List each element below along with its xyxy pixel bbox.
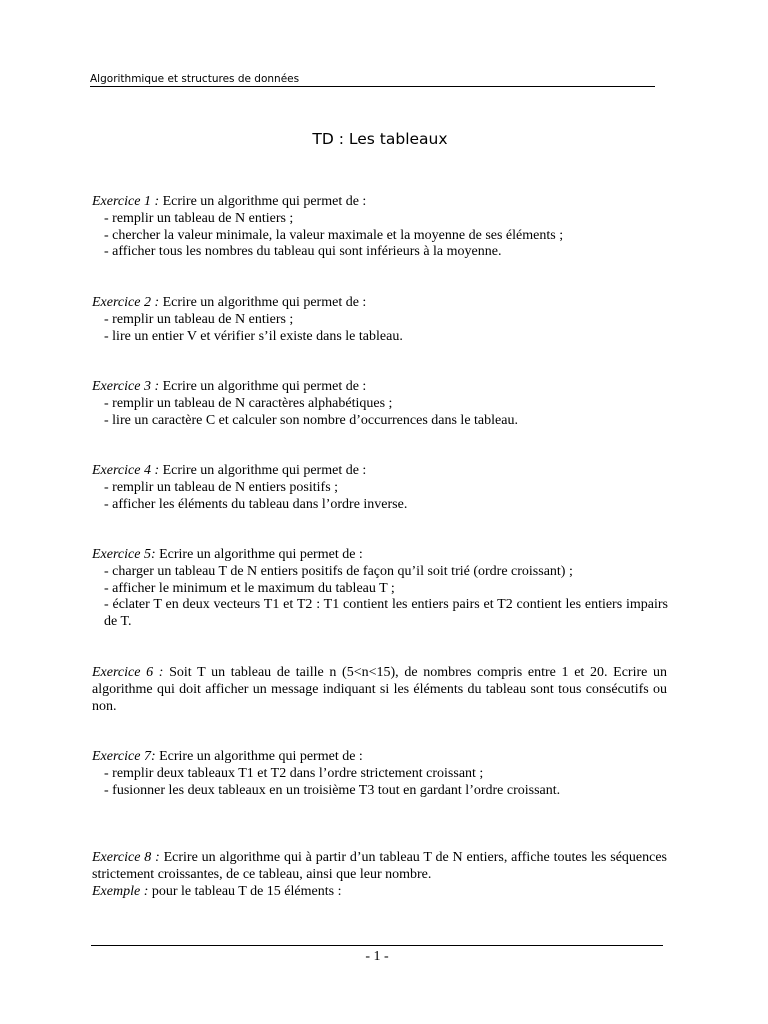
exercise-lead: Ecrire un algorithme qui permet de : bbox=[155, 547, 363, 562]
list-item: - remplir deux tableaux T1 et T2 dans l’ordre strictement croissant ; bbox=[104, 765, 484, 781]
list-item: - remplir un tableau de N entiers ; bbox=[104, 311, 294, 327]
exercise-lead: Ecrire un algorithme qui à partir d’un tableau T de N entiers, affiche toutes les séquences strictement croissantes, de ce tableau, ainsi que leur nombre. bbox=[92, 850, 667, 882]
footer-rule bbox=[91, 945, 663, 946]
exercise-2 bbox=[92, 295, 668, 345]
exercise-label: Exercice 8 : bbox=[92, 850, 160, 865]
example-label: Exemple : bbox=[92, 883, 149, 899]
exercise-1 bbox=[92, 194, 668, 261]
exercise-lead: Ecrire un algorithme qui permet de : bbox=[159, 295, 367, 310]
exercise-label: Exercice 3 : bbox=[92, 379, 160, 394]
list-item: - afficher le minimum et le maximum du tableau T ; bbox=[104, 580, 395, 596]
exercise-label: Exercice 4 : bbox=[92, 463, 160, 478]
list-item: - fusionner les deux tableaux en un troisième T3 tout en gardant l’ordre croissant. bbox=[104, 782, 561, 798]
running-header: Algorithmique et structures de données bbox=[90, 73, 655, 87]
exercise-label: Exercice 5: bbox=[92, 547, 156, 562]
exercise-lead: Soit T un tableau de taille n (5<n<15), de nombres compris entre 1 et 20. Ecrire un algorithme qui doit afficher un message indiquant si les éléments du tableau sont tous consécutifs ou non. bbox=[92, 665, 668, 714]
list-item: - charger un tableau T de N entiers positifs de façon qu’il soit trié (ordre croissant) ; bbox=[104, 563, 573, 579]
list-item: - chercher la valeur minimale, la valeur maximale et la moyenne de ses éléments ; bbox=[104, 227, 564, 243]
page-number: - 1 - bbox=[365, 949, 389, 964]
exercise-7 bbox=[92, 749, 668, 799]
list-item: - remplir un tableau de N entiers ; bbox=[104, 210, 294, 226]
list-item: - remplir un tableau de N caractères alphabétiques ; bbox=[104, 395, 393, 411]
exercise-lead: Ecrire un algorithme qui permet de : bbox=[159, 463, 367, 478]
list-item: - remplir un tableau de N entiers positifs ; bbox=[104, 479, 339, 495]
exercise-label: Exercice 2 : bbox=[92, 295, 160, 310]
list-item: - afficher les éléments du tableau dans l’ordre inverse. bbox=[104, 496, 408, 512]
exercise-3 bbox=[92, 379, 668, 429]
exercise-6 bbox=[92, 665, 667, 715]
page-title: TD : Les tableaux bbox=[312, 130, 448, 148]
exercise-5 bbox=[92, 547, 668, 631]
list-item: - lire un caractère C et calculer son nombre d’occurrences dans le tableau. bbox=[104, 412, 518, 428]
list-item: - lire un entier V et vérifier s’il existe dans le tableau. bbox=[104, 328, 403, 344]
list-item: - afficher tous les nombres du tableau qui sont inférieurs à la moyenne. bbox=[104, 244, 502, 260]
exercise-4 bbox=[92, 463, 668, 513]
exercise-lead: Ecrire un algorithme qui permet de : bbox=[159, 194, 367, 209]
exercise-label: Exercice 7: bbox=[92, 749, 156, 764]
example-text: pour le tableau T de 15 éléments : bbox=[148, 883, 342, 899]
exercise-label: Exercice 1 : bbox=[92, 194, 160, 209]
exercise-lead: Ecrire un algorithme qui permet de : bbox=[159, 379, 367, 394]
exercise-8 bbox=[92, 850, 667, 900]
list-item: - éclater T en deux vecteurs T1 et T2 : T1 contient les entiers pairs et T2 contient les entiers impairs de T. bbox=[104, 597, 668, 630]
exercise-lead: Ecrire un algorithme qui permet de : bbox=[155, 749, 363, 764]
exercise-label: Exercice 6 : bbox=[92, 665, 164, 680]
